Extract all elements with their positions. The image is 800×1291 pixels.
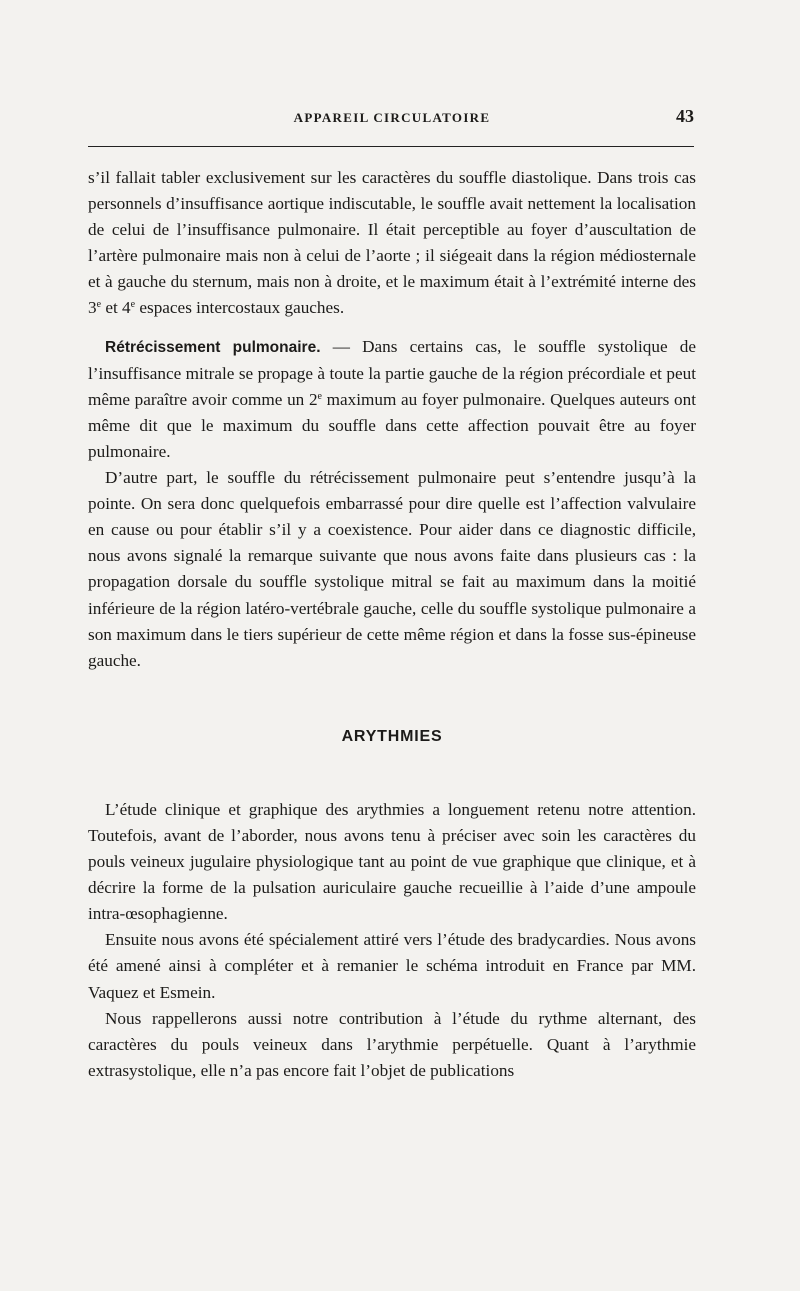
ordinal-2-suffix: e: [317, 390, 322, 402]
paragraph-2-text-a: Dans certains cas, le souffle systolique de l’insuffisance mitrale se propage à toute la partie gauche de la région précordiale et peut même paraître avoir comme un: [88, 336, 696, 409]
run-in-heading: Rétrécissement pulmonaire.: [105, 338, 321, 356]
paragraph-aortic-insufficiency: [88, 165, 696, 322]
ordinal-3: 3: [88, 298, 97, 318]
body-text: [88, 165, 696, 1084]
paragraph-2-text-b: maximum au foyer pulmonaire. Quelques auteurs ont même dit que le maximum du souffle dans cette affection pouvait être au foyer pulmonaire.: [88, 389, 696, 461]
running-head: [88, 104, 696, 132]
paragraph-1-mid: et: [101, 298, 123, 318]
paragraph-propagation: D’autre part, le souffle du rétrécissement pulmonaire peut s’entendre jusqu’à la pointe. On sera donc quelquefois embarrassé pour dire quelle est l’affection valvulaire en cause ou pour établir s’il y a coexistence. Pour aider dans ce diagnostic difficile, nous avons signalé la remarque suivante que nous avons faite dans plusieurs cas : la propagation dorsale du souffle systolique mitral se fait au maximum dans la moitié inférieure de la région latéro-vertébrale gauche, celle du souffle systolique pulmonaire a son maximum dans le tiers supérieur de cette même région et dans la fosse sus-épineuse gauche.: [88, 468, 696, 670]
paragraph-pulmonary-stenosis: [88, 334, 696, 465]
header-rule: [88, 146, 694, 147]
page-number: 43: [676, 106, 694, 126]
paragraph-1-text: s’il fallait tabler exclusivement sur les caractères du souffle diastolique. Dans trois cas personnels d’insuffisance aortique indiscutable, le souffle avait nettement la localisation de celui de l’insuffisance pulmonaire. Il était perceptible au foyer d’auscultation de l’artère pulmonaire mais non à celui de l’aorte ; il siégeait dans la région médiosternale et à gauche du sternum, mais non à droite, et le maximum était à l’extrémité interne des: [88, 168, 696, 292]
running-title: APPAREIL CIRCULATOIRE: [293, 110, 491, 125]
paragraph-1-end: espaces intercostaux gauches.: [135, 298, 345, 318]
ordinal-3-suffix: e: [96, 299, 102, 311]
ordinal-4-suffix: e: [130, 299, 136, 311]
section-title-arythmies: ARYTHMIES: [341, 727, 443, 745]
ordinal-2: 2: [308, 389, 318, 409]
ordinal-4: 4: [122, 298, 131, 318]
paragraph-bradycardies: Ensuite nous avons été spécialement attiré vers l’étude des bradycardies. Nous avons été amené ainsi à compléter et à remanier le schéma introduit en France par MM. Vaquez et Esmein.: [88, 930, 696, 1002]
em-dash: —: [320, 336, 363, 356]
paragraph-arythmies-intro: L’étude clinique et graphique des arythmies a longuement retenu notre attention. Toutefois, avant de l’aborder, nous avons tenu à préciser avec soin les caractères du pouls veineux jugulaire physiologique tant au point de vue graphique que clinique, et à décrire la forme de la pulsation auriculaire gauche recueillie à l’aide d’une ampoule intra-œsophagienne.: [88, 799, 696, 924]
paragraph-alternans: Nous rappellerons aussi notre contribution à l’étude du rythme alternant, des caractères du pouls veineux dans l’arythmie perpétuelle. Quant à l’arythmie extrasystolique, elle n’a pas encore fait l’objet de publications: [88, 1008, 696, 1080]
